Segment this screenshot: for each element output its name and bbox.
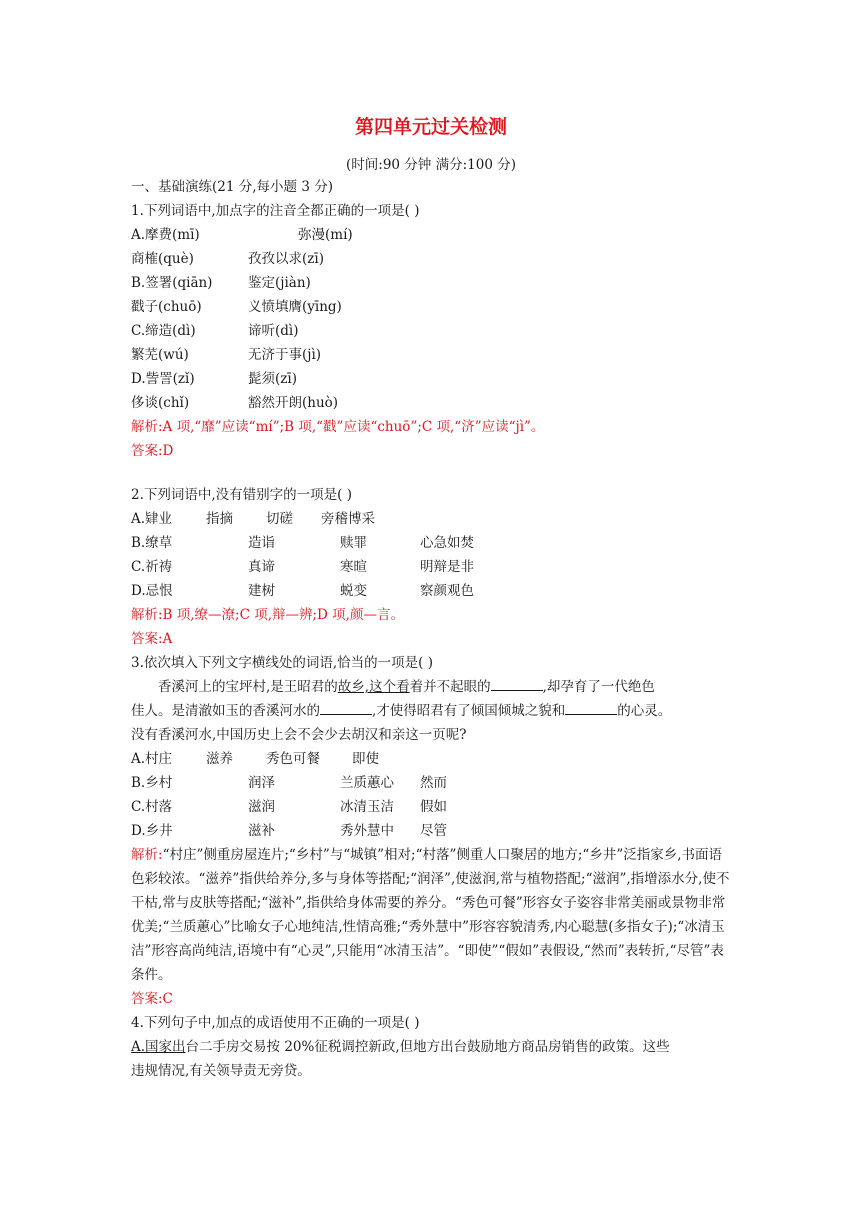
option-text: 尽管: [420, 823, 447, 839]
option-text: A.村庄: [131, 751, 173, 767]
q3-option-b: [131, 771, 731, 795]
option-text: C.村落: [131, 799, 173, 815]
option-text: 义愤填膺(yīng): [248, 299, 342, 315]
q2-option-b: [131, 531, 731, 555]
q2-answer: 答案:A: [131, 631, 173, 647]
option-text: D.忌恨: [131, 583, 173, 599]
option-text: B.乡村: [131, 775, 173, 791]
option-text: 秀色可餐: [266, 751, 320, 767]
option-text: 滋补: [248, 823, 275, 839]
q1-answer: 答案:D: [131, 443, 174, 459]
q3-option-c: [131, 795, 731, 819]
option-text: 兰质蕙心: [340, 775, 394, 791]
fill-blank: [491, 676, 543, 691]
option-text: 滋润: [248, 799, 275, 815]
q3-option-d: [131, 819, 731, 843]
option-text: 侈谈(chǐ): [131, 395, 190, 411]
option-text: C.缔造(dì): [131, 323, 196, 339]
option-text: C.祈祷: [131, 559, 173, 575]
q1-option-b-cont: [131, 295, 731, 319]
option-text: 然而: [420, 775, 447, 791]
q1-option-d: [131, 367, 731, 391]
option-text: B.签署(qiān): [131, 275, 213, 291]
q1-analysis: 解析:A 项,“靡”应读“mí”;B 项,“戳”应读“chuō”;C 项,“济”应读“jì”。: [131, 419, 545, 435]
option-text: 冰清玉洁: [340, 799, 394, 815]
option-text: 豁然开朗(huò): [248, 395, 339, 411]
option-text: 假如: [420, 799, 447, 815]
q1-option-a: [131, 223, 731, 247]
option-text: 切磋: [266, 511, 293, 527]
q1-option-c-cont: [131, 343, 731, 367]
page-title: 第四单元过关检测: [354, 116, 507, 138]
q3-stem: 3.依次填入下列文字横线处的词语,恰当的一项是( ): [131, 655, 433, 671]
option-text: 造诣: [248, 535, 275, 551]
q1-stem: 1.下列词语中,加点字的注音全都正确的一项是( ): [131, 203, 420, 219]
option-text: 谛听(dì): [248, 323, 299, 339]
option-text: A.肄业: [131, 511, 173, 527]
option-text: 旁稽博采: [321, 511, 375, 527]
option-text: 即使: [352, 751, 379, 767]
option-text: 滋养: [206, 751, 233, 767]
option-text: 指摘: [206, 511, 233, 527]
option-text: 髭须(zī): [248, 371, 297, 387]
q2-option-c: [131, 555, 731, 579]
q4-option-a-cont: 违规情况,有关领导责无旁贷。: [131, 1063, 311, 1079]
option-text: 秀外慧中: [340, 823, 394, 839]
q3-answer: 答案:C: [131, 991, 173, 1007]
q2-option-d: [131, 579, 731, 603]
option-text: D.訾詈(zǐ): [131, 371, 195, 387]
option-text: 察颜观色: [420, 583, 474, 599]
option-text: B.缭草: [131, 535, 173, 551]
option-text: 蜕变: [340, 583, 367, 599]
q1-option-a-cont: [131, 247, 731, 271]
document-page: [131, 112, 731, 1083]
option-text: 明辩是非: [420, 559, 474, 575]
fill-blank: [320, 700, 372, 715]
option-text: 无济于事(jì): [248, 347, 322, 363]
q1-option-d-cont: [131, 391, 731, 415]
q3-passage-line: 香溪河上的宝坪村,是王昭君的故乡,这个看着并不起眼的 ,却孕育了一代绝色: [131, 675, 731, 699]
option-text: 鉴定(jiàn): [248, 275, 311, 291]
option-text: 心急如焚: [420, 535, 474, 551]
option-text: 繁芜(wú): [131, 347, 189, 363]
q3-passage-line: 没有香溪河水,中国历史上会不会少去胡汉和亲这一页呢?: [131, 727, 467, 743]
q2-stem: 2.下列词语中,没有错别字的一项是( ): [131, 487, 352, 503]
q3-passage-line: 佳人。是清澈如玉的香溪河水的 ,才使得昭君有了倾国倾城之貌和 的心灵。: [131, 699, 731, 723]
q4-option-a: A.国家出台二手房交易按 20%征税调控新政,但地方出台鼓励地方商品房销售的政策。这些: [131, 1039, 670, 1055]
option-text: 赎罪: [340, 535, 367, 551]
option-text: A.摩费(mī): [131, 227, 200, 243]
option-text: 润泽: [248, 775, 275, 791]
option-text: 孜孜以求(zī): [248, 251, 324, 267]
q3-analysis: 解析:“村庄”侧重房屋连片;“乡村”与“城镇”相对;“村落”侧重人口聚居的地方;“乡井”泛指家乡,书面语色彩较浓。“滋养”指供给养分,多与身体等搭配;“润泽”,使滋润,常与植物搭配;“滋润”,指增添水分,使不干枯,常与皮肤等搭配;“滋补”,指供给身体需要的养分。“秀色可餐”形容女子姿容非常美丽或景物非常优美;“兰质蕙心”比喻女子心地纯洁,性情高雅;“秀外慧中”形容容貌清秀,内心聪慧(多指女子);“冰清玉洁”形容高尚纯洁,语境中有“心灵”,只能用“冰清玉洁”。“即使”“假如”表假设,“然而”表转折,“尽管”表条件。: [131, 847, 730, 983]
fill-blank: [565, 700, 617, 715]
page-subtitle: (时间:90 分钟 满分:100 分): [346, 157, 516, 173]
q1-option-c: [131, 319, 731, 343]
section-heading: 一、基础演练(21 分,每小题 3 分): [131, 179, 333, 195]
option-text: 寒暄: [340, 559, 367, 575]
option-text: 真谛: [248, 559, 275, 575]
q4-stem: 4.下列句子中,加点的成语使用不正确的一项是( ): [131, 1015, 420, 1031]
q2-option-a: [131, 507, 731, 531]
q3-option-a: [131, 747, 731, 771]
option-text: 戳子(chuō): [131, 299, 202, 315]
option-text: 弥漫(mí): [298, 227, 353, 243]
q1-option-b: [131, 271, 731, 295]
option-text: 建树: [248, 583, 275, 599]
option-text: 商榷(què): [131, 251, 194, 267]
option-text: D.乡井: [131, 823, 173, 839]
q2-analysis: 解析:B 项,缭—潦;C 项,辩—辨;D 项,颜—言。: [131, 607, 404, 623]
